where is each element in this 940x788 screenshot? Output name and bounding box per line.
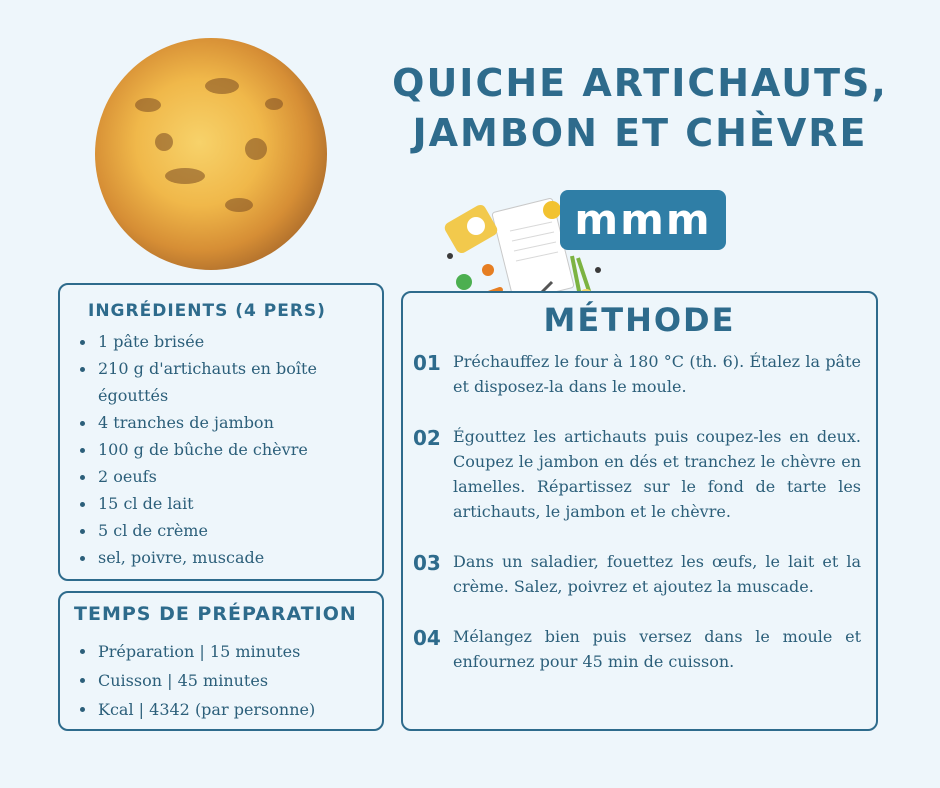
list-item: 100 g de bûche de chèvre	[74, 436, 374, 463]
list-item: Cuisson | 45 minutes	[74, 666, 374, 695]
list-item: Préparation | 15 minutes	[74, 637, 374, 666]
ingredients-panel	[58, 283, 384, 581]
list-item: sel, poivre, muscade	[74, 544, 374, 571]
ingredients-list	[74, 328, 374, 571]
page-title: QUICHE ARTICHAUTS, JAMBON ET CHÈVRE	[392, 61, 888, 155]
list-item: 210 g d'artichauts en boîte égouttés	[74, 355, 374, 409]
mmm-badge: mmm	[560, 190, 726, 250]
step-number: 01	[413, 351, 441, 375]
step-text: Dans un saladier, fouettez les œufs, le lait et la crème. Salez, poivrez et ajoutez la muscade.	[453, 552, 861, 596]
step-number: 03	[413, 551, 441, 575]
preparation-time-panel	[58, 591, 384, 731]
step-text: Préchauffez le four à 180 °C (th. 6). Étalez la pâte et disposez-la dans le moule.	[453, 352, 861, 396]
list-item: 5 cl de crème	[74, 517, 374, 544]
step-number: 02	[413, 426, 441, 450]
list-item: 1 pâte brisée	[74, 328, 374, 355]
preparation-time-list	[74, 637, 374, 724]
ingredients-heading: INGRÉDIENTS (4 PERS)	[88, 301, 326, 321]
step-text: Égouttez les artichauts puis coupez-les en deux. Coupez le jambon en dés et tranchez le chèvre en lamelles. Répartissez sur le fond de tarte les artichauts, le jambon et le chèvre.	[453, 427, 861, 521]
list-item: 15 cl de lait	[74, 490, 374, 517]
method-panel	[401, 291, 878, 731]
preparation-time-heading: TEMPS DE PRÉPARATION	[74, 603, 357, 625]
quiche-photo	[95, 38, 327, 270]
method-heading: MÉTHODE	[543, 301, 736, 339]
list-item: 4 tranches de jambon	[74, 409, 374, 436]
step-number: 04	[413, 626, 441, 650]
list-item: 2 oeufs	[74, 463, 374, 490]
list-item: Kcal | 4342 (par personne)	[74, 695, 374, 724]
step-text: Mélangez bien puis versez dans le moule et enfournez pour 45 min de cuisson.	[453, 627, 861, 671]
